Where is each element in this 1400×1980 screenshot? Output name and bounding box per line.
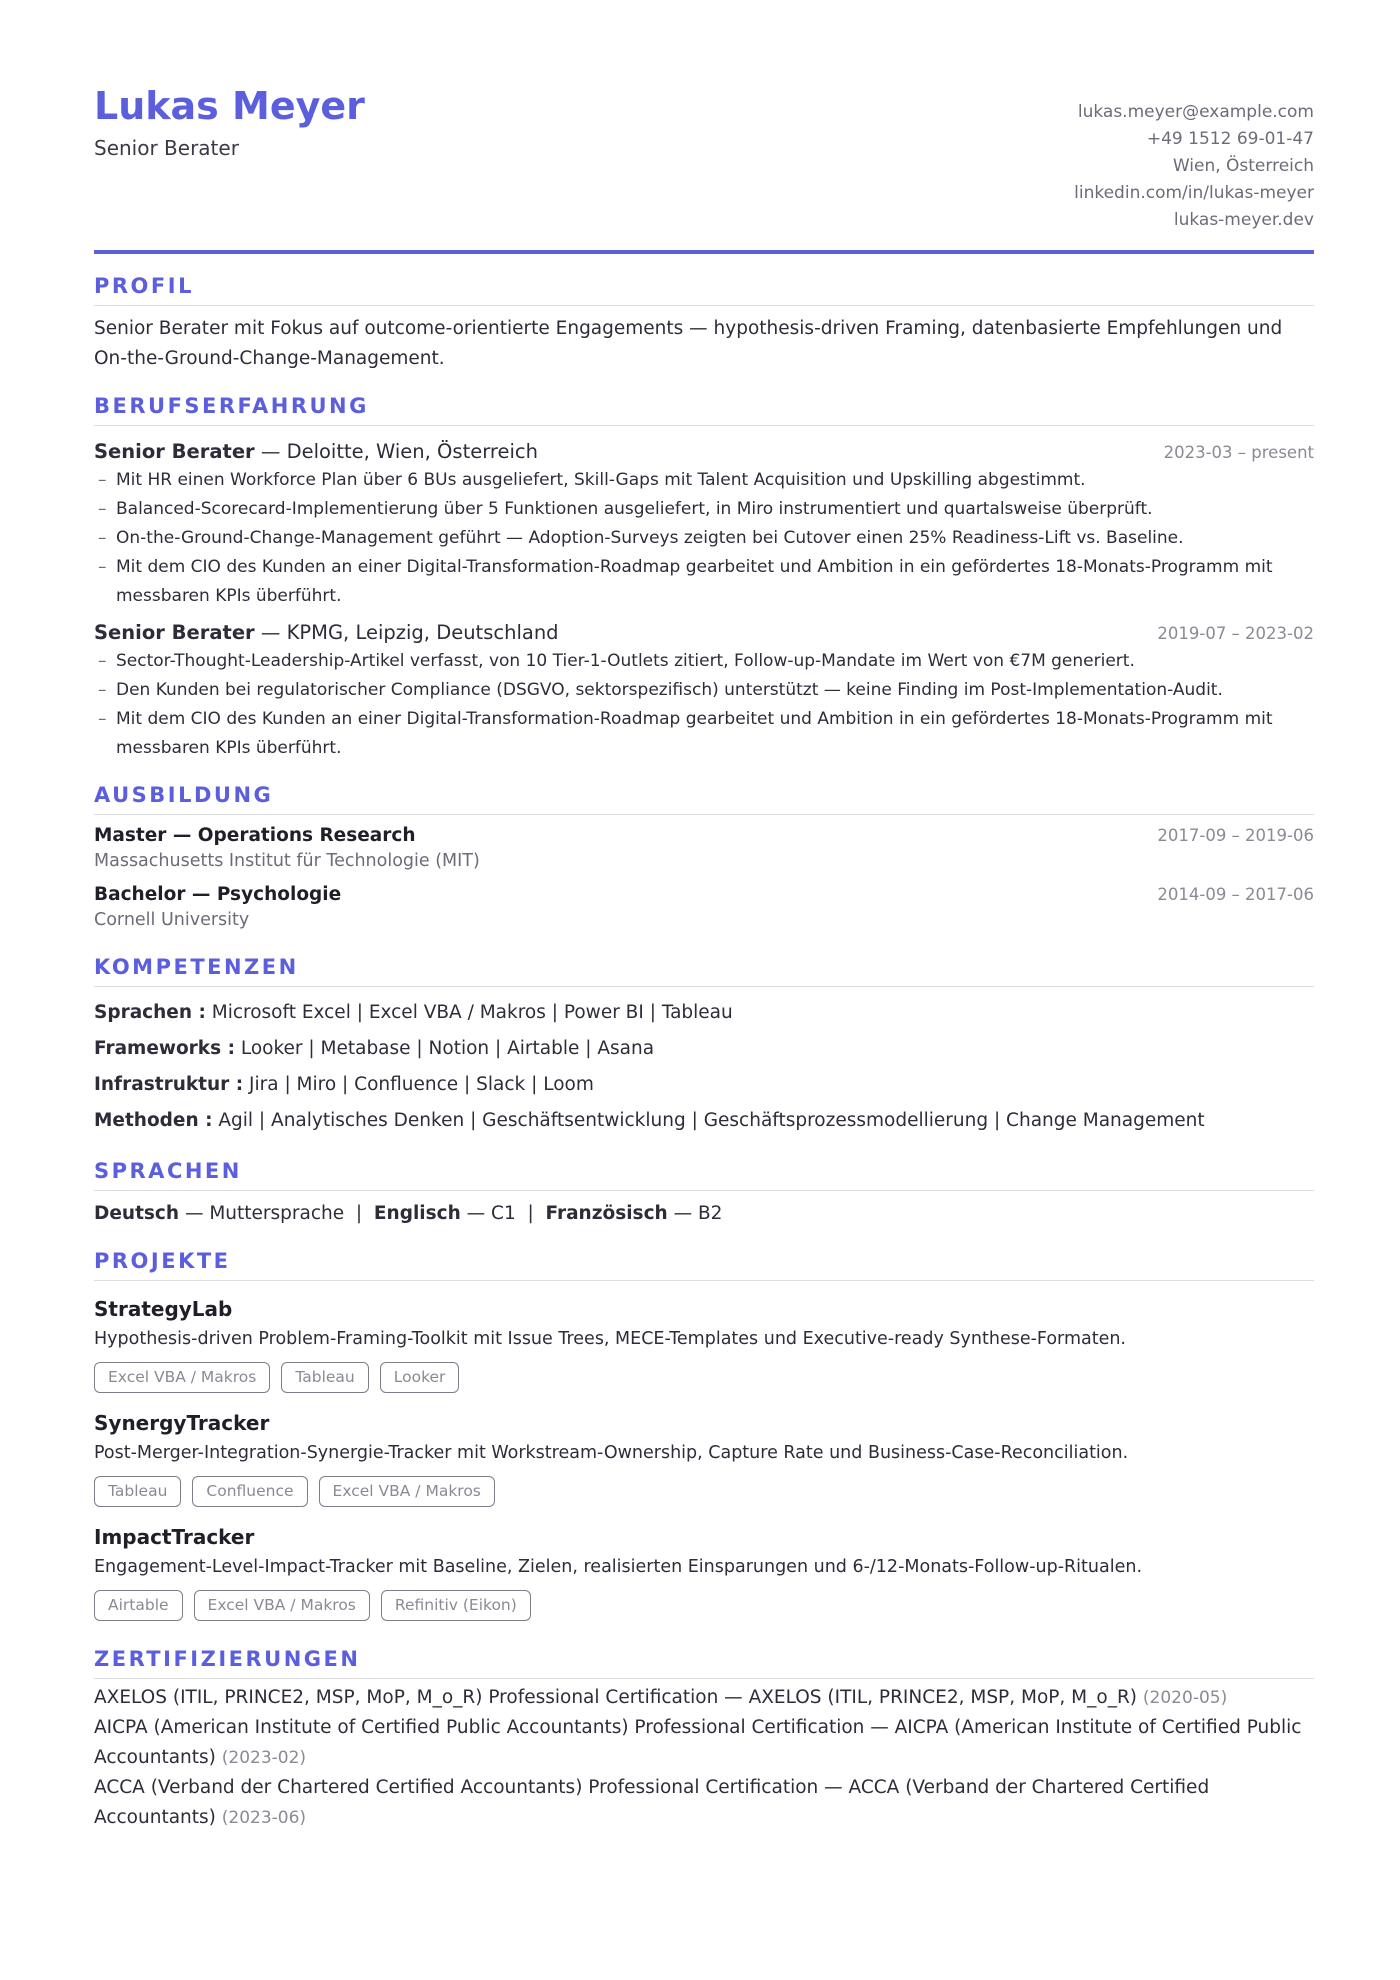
dash-icon: – — [98, 709, 107, 729]
project-tags — [94, 1362, 1314, 1393]
project-tags — [94, 1590, 1314, 1621]
project-description: Hypothesis-driven Problem-Framing-Toolkit mit Issue Trees, MECE-Templates und Executive-ready Synthese-Formaten. — [94, 1329, 1126, 1349]
contact-email[interactable]: lukas.meyer@example.com — [1077, 102, 1314, 122]
certification-entry — [94, 1773, 1314, 1833]
section-title: ZERTIFIZIERUNGEN — [94, 1647, 1314, 1679]
section-title: SPRACHEN — [94, 1159, 1314, 1191]
section-title: BERUFSERFAHRUNG — [94, 394, 1314, 426]
skill-values: Jira | Miro | Confluence | Slack | Loom — [243, 1074, 594, 1095]
certification-date: (2023-02) — [221, 1748, 307, 1768]
job-bullets — [94, 647, 1314, 763]
job-bullet: – Mit dem CIO des Kunden an einer Digital-Transformation-Roadmap gearbeitet und Ambition in ein gefördertes 18-Monats-Programm mit messbaren KPIs überführt. — [98, 705, 1314, 763]
certification-text: ACCA (Verband der Chartered Certified Accountants) Professional Certification — ACCA (Verband der Chartered Certified Accountants) — [94, 1777, 1210, 1828]
tech-tag: Looker — [380, 1362, 460, 1393]
dash-icon: – — [98, 470, 107, 490]
tech-tag: Tableau — [281, 1362, 368, 1393]
candidate-role: Senior Berater — [94, 136, 239, 160]
project-entry — [94, 1293, 1314, 1393]
contact-phone[interactable]: +49 1512 69-01-47 — [1146, 129, 1314, 149]
tech-tag: Confluence — [192, 1476, 307, 1507]
certification-entry — [94, 1713, 1314, 1773]
contact-linkedin[interactable]: linkedin.com/in/lukas-meyer — [1074, 183, 1314, 203]
tech-tag: Excel VBA / Makros — [319, 1476, 495, 1507]
project-tags — [94, 1476, 1314, 1507]
certification-text: AXELOS (ITIL, PRINCE2, MSP, MoP, M_o_R) Professional Certification — AXELOS (ITIL, PRINCE2, MSP, MoP, M_o_R) — [94, 1687, 1138, 1708]
job-dates: 2019-07 – 2023-02 — [1157, 624, 1314, 643]
skill-label: Frameworks : — [94, 1038, 235, 1059]
skill-row — [94, 1103, 1314, 1139]
job-bullet: – Balanced-Scorecard-Implementierung über 5 Funktionen ausgeliefert, in Miro instrumentiert und quartalsweise überprüft. — [98, 495, 1314, 524]
job-company: — Deloitte, Wien, Österreich — [254, 440, 538, 463]
skill-row — [94, 995, 1314, 1031]
tech-tag: Refinitiv (Eikon) — [381, 1590, 531, 1621]
education-school: Massachusetts Institut für Technologie (MIT) — [94, 851, 480, 871]
skill-row — [94, 1067, 1314, 1103]
language-name: Deutsch — [94, 1203, 180, 1224]
project-name: StrategyLab — [94, 1297, 233, 1321]
resume-header — [94, 82, 1314, 234]
skill-values: Microsoft Excel | Excel VBA / Makros | Power BI | Tableau — [205, 1002, 733, 1023]
language-level: — C1 — [460, 1203, 516, 1224]
profile-text: Senior Berater mit Fokus auf outcome-orientierte Engagements — hypothesis-driven Framing, datenbasierte Empfehlungen und On-the-Ground-Change-Management. — [94, 318, 1283, 369]
job-dates: 2023-03 – present — [1163, 443, 1314, 462]
job-bullet: – Sector-Thought-Leadership-Artikel verfasst, von 10 Tier-1-Outlets zitiert, Follow-up-Mandate im Wert von €7M generiert. — [98, 647, 1314, 676]
education-entry — [94, 825, 1314, 876]
profile-section — [94, 274, 1314, 374]
education-degree: Master — Operations Research — [94, 825, 416, 846]
education-dates: 2014-09 – 2017-06 — [1157, 885, 1314, 904]
skill-label: Sprachen : — [94, 1002, 206, 1023]
dash-icon: – — [98, 499, 107, 519]
job-bullet: – Den Kunden bei regulatorischer Compliance (DSGVO, sektorspezifisch) unterstützt — keine Finding im Post-Implementation-Audit. — [98, 676, 1314, 705]
job-bullets — [94, 466, 1314, 611]
candidate-name: Lukas Meyer — [94, 84, 365, 128]
job-role: Senior Berater — [94, 621, 255, 644]
experience-section — [94, 394, 1314, 763]
education-section — [94, 783, 1314, 935]
skills-section — [94, 955, 1314, 1139]
certification-date: (2023-06) — [221, 1808, 307, 1828]
job-company: — KPMG, Leipzig, Deutschland — [254, 621, 559, 644]
skill-values: Looker | Metabase | Notion | Airtable | Asana — [234, 1038, 655, 1059]
language-separator: | — [527, 1203, 534, 1224]
education-dates: 2017-09 – 2019-06 — [1157, 826, 1314, 845]
project-name: SynergyTracker — [94, 1411, 270, 1435]
tech-tag: Airtable — [94, 1590, 183, 1621]
resume-content — [94, 82, 1314, 1833]
certification-text: AICPA (American Institute of Certified Public Accountants) Professional Certification — AICPA (American Institute of Certified Public Accountants) — [94, 1717, 1302, 1768]
project-description: Engagement-Level-Impact-Tracker mit Baseline, Zielen, realisierten Einsparungen und 6-/12-Monats-Follow-up-Ritualen. — [94, 1557, 1143, 1577]
education-entry — [94, 884, 1314, 935]
dash-icon: – — [98, 680, 107, 700]
language-separator: | — [355, 1203, 363, 1224]
skill-label: Infrastruktur : — [94, 1074, 244, 1095]
header-divider — [94, 250, 1314, 254]
skill-label: Methoden : — [94, 1110, 213, 1131]
project-entry — [94, 1407, 1314, 1507]
job-title — [94, 440, 538, 463]
projects-section — [94, 1249, 1314, 1621]
section-title: PROFIL — [94, 274, 1314, 306]
skill-row — [94, 1031, 1314, 1067]
certification-entry — [94, 1683, 1314, 1713]
section-title: PROJEKTE — [94, 1249, 1314, 1281]
language-level: — Muttersprache — [179, 1203, 345, 1224]
languages-section — [94, 1159, 1314, 1229]
skill-values: Agil | Analytisches Denken | Geschäftsentwicklung | Geschäftsprozessmodellierung | Change Management — [212, 1110, 1205, 1131]
project-description: Post-Merger-Integration-Synergie-Tracker mit Workstream-Ownership, Capture Rate und Business-Case-Reconciliation. — [94, 1443, 1129, 1463]
dash-icon: – — [98, 557, 107, 577]
job-bullet: – On-the-Ground-Change-Management geführt — Adoption-Surveys zeigten bei Cutover einen 25% Readiness-Lift vs. Baseline. — [98, 524, 1314, 553]
contact-website[interactable]: lukas-meyer.dev — [1173, 210, 1314, 230]
tech-tag: Excel VBA / Makros — [194, 1590, 370, 1621]
language-name: Englisch — [373, 1203, 461, 1224]
dash-icon: – — [98, 651, 107, 671]
certifications-section — [94, 1647, 1314, 1833]
project-name: ImpactTracker — [94, 1525, 255, 1549]
certification-date: (2020-05) — [1142, 1688, 1228, 1708]
education-school: Cornell University — [94, 910, 250, 930]
job-bullet: – Mit HR einen Workforce Plan über 6 BUs ausgeliefert, Skill-Gaps mit Talent Acquisition und Upskilling abgestimmt. — [98, 466, 1314, 495]
languages-row — [94, 1199, 1314, 1229]
job-entry — [94, 440, 1314, 611]
section-title: KOMPETENZEN — [94, 955, 1314, 987]
language-level: — B2 — [667, 1203, 723, 1224]
job-role: Senior Berater — [94, 440, 255, 463]
education-degree: Bachelor — Psychologie — [94, 884, 342, 905]
language-name: Französisch — [545, 1203, 668, 1224]
identity-block — [94, 82, 365, 160]
tech-tag: Tableau — [94, 1476, 181, 1507]
job-title — [94, 621, 559, 644]
section-title: AUSBILDUNG — [94, 783, 1314, 815]
dash-icon: – — [98, 528, 107, 548]
contact-block — [1074, 99, 1314, 234]
job-entry — [94, 621, 1314, 763]
job-bullet: – Mit dem CIO des Kunden an einer Digital-Transformation-Roadmap gearbeitet und Ambition in ein gefördertes 18-Monats-Programm mit messbaren KPIs überführt. — [98, 553, 1314, 611]
contact-location: Wien, Österreich — [1172, 156, 1314, 176]
tech-tag: Excel VBA / Makros — [94, 1362, 270, 1393]
project-entry — [94, 1521, 1314, 1621]
